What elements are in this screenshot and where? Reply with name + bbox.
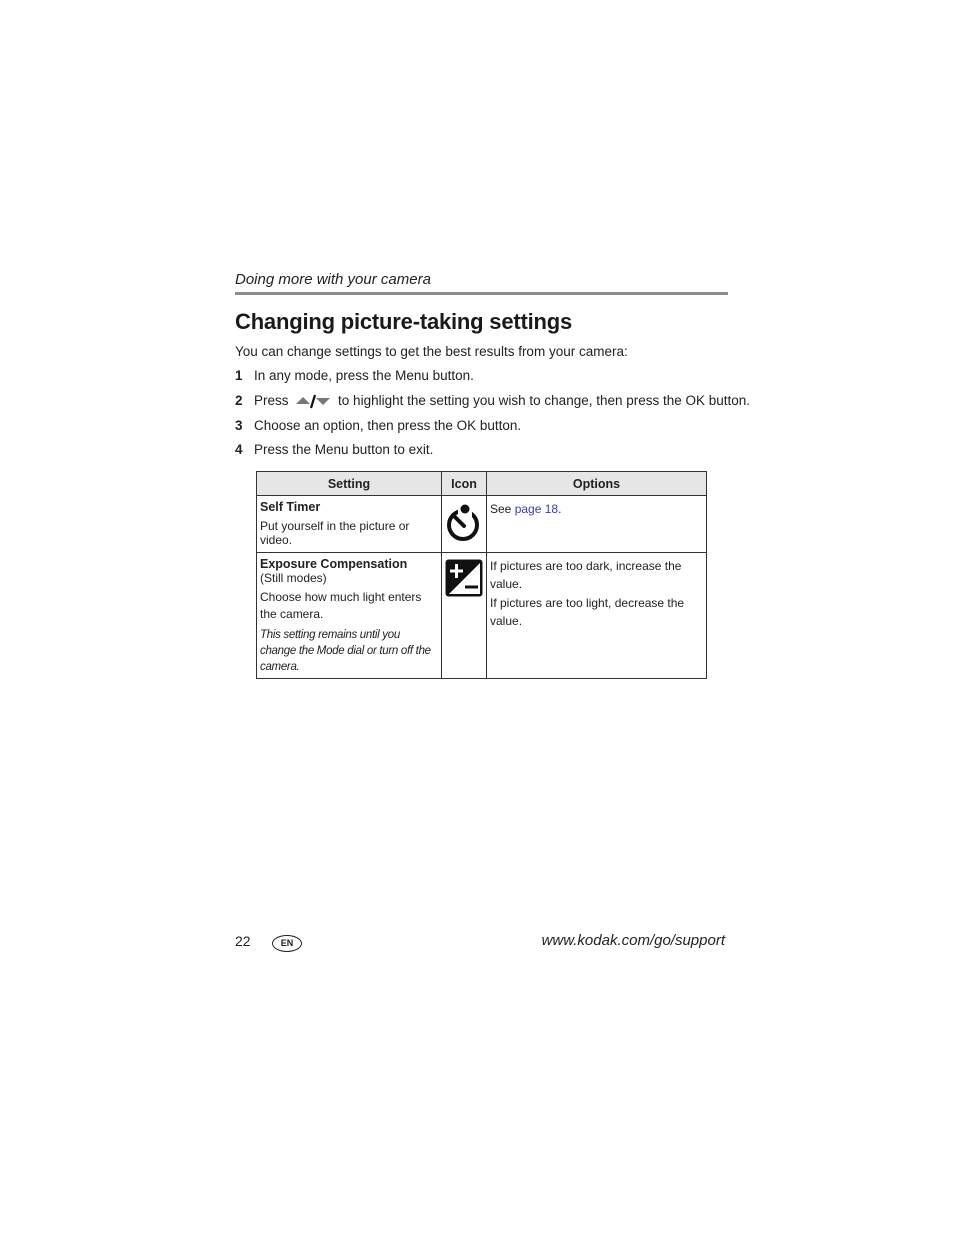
setting-cell xyxy=(257,553,442,679)
setting-description: Put yourself in the picture or video. xyxy=(260,519,410,547)
setting-note: This setting remains until you change the Mode dial or turn off the camera. xyxy=(260,629,431,673)
step-text: In any mode, press the Menu button. xyxy=(254,368,474,383)
header-icon: Icon xyxy=(442,472,487,496)
intro-text: You can change settings to get the best results from your camera: xyxy=(235,344,628,359)
page-title: Changing picture-taking settings xyxy=(235,309,573,334)
options-text: See page 18. xyxy=(490,502,562,516)
options-cell xyxy=(487,553,707,679)
table-row xyxy=(257,553,707,679)
table-row xyxy=(257,496,707,553)
exposure-compensation-icon xyxy=(445,559,483,597)
section-header: Doing more with your camera xyxy=(235,271,431,288)
step-number: 4 xyxy=(235,442,243,457)
header-rule xyxy=(235,292,728,295)
settings-table xyxy=(256,471,707,679)
step-text: Press the Menu button to exit. xyxy=(254,442,434,457)
header-setting: Setting xyxy=(257,472,442,496)
setting-name: Exposure Compensation xyxy=(260,557,408,571)
setting-description: Choose how much light enters the camera. xyxy=(260,590,422,621)
step-text-pre: Press xyxy=(254,393,289,408)
table-header-row xyxy=(257,472,707,496)
icon-cell xyxy=(442,553,487,679)
step-text xyxy=(254,393,750,409)
setting-cell xyxy=(257,496,442,553)
header-options: Options xyxy=(487,472,707,496)
page-18-link[interactable]: page 18 xyxy=(514,502,559,516)
step-text: Choose an option, then press the OK button. xyxy=(254,418,522,433)
page-number: 22 xyxy=(235,933,251,949)
language-badge: EN xyxy=(272,935,302,952)
icon-cell xyxy=(442,496,487,553)
option-line: If pictures are too dark, increase the value. xyxy=(490,559,682,591)
support-url[interactable]: www.kodak.com/go/support xyxy=(541,932,725,949)
setting-subtitle: (Still modes) xyxy=(260,571,327,585)
step-number: 2 xyxy=(235,393,243,408)
step-text-post: to highlight the setting you wish to change, then press the OK button. xyxy=(338,393,751,408)
self-timer-icon xyxy=(445,502,483,542)
option-line: If pictures are too light, decrease the value. xyxy=(490,596,685,628)
setting-name: Self Timer xyxy=(260,500,321,514)
up-down-arrow-icon xyxy=(295,393,331,409)
step-number: 1 xyxy=(235,368,243,383)
options-cell xyxy=(487,496,707,553)
step-number: 3 xyxy=(235,418,243,433)
